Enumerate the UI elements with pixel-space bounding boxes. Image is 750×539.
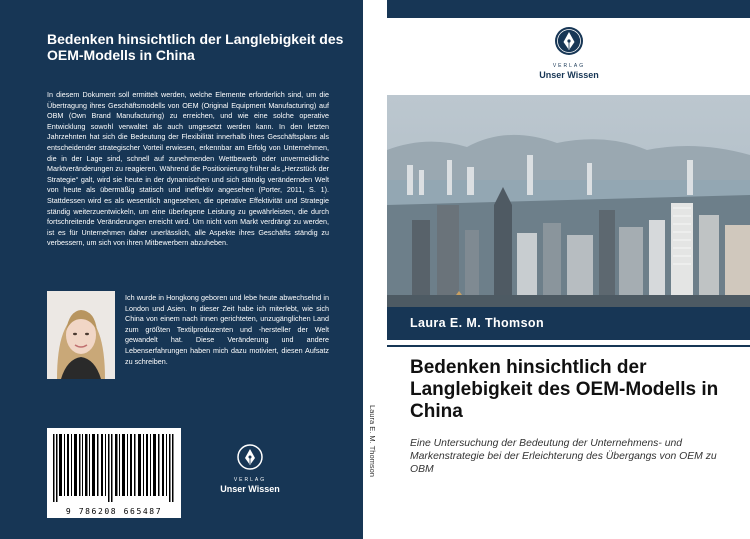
isbn-barcode xyxy=(47,428,181,518)
author-portrait-illustration xyxy=(47,291,115,379)
author-bio: Ich wurde in Hongkong geboren und lebe heute abwechselnd in London und Asien. In dieser Zeit habe ich miterlebt, wie sich China von einem nach innen gerichteten, unzugänglichen Land zum größten Textilproduzenten und -hersteller der Welt gewandelt hat. Diese Veränderung und andere Lebenserfahrungen haben mich dazu motiviert, diesen Aufsatz zu schreiben. xyxy=(125,293,329,366)
author-photo xyxy=(47,291,115,379)
barcode-bars xyxy=(53,434,175,502)
back-cover xyxy=(0,0,363,539)
spine-author: Laura E. M. Thomson xyxy=(368,405,377,477)
front-author-name: Laura E. M. Thomson xyxy=(410,316,544,330)
publisher-name: Unser Wissen xyxy=(220,484,280,494)
back-cover-description: In diesem Dokument soll ermittelt werden, welche Elemente erforderlich sind, um die Übertragung ihres Geschäftsmodells von OEM (Original Equipment Manufacturing) auf OBM (Own Brand Manufacturing) zu erreichen, und wie eine solche operative Entwicklung sowohl verwaltet als auch umgesetzt werden kann. In den letzten Jahrzehnten hat sich die Bedeutung der Flexibilität innerhalb ihres Geschäftsplans als entscheidender strategischer Vorteil erwiesen, erkennbar am Erfolg von Unternehmen, die in der Lage sind, schnell auf zunehmenden Wettbewerb oder unvermeidliche Marktveränderungen zu reagieren. Während die Positionierung früher als „Herzstück der Strategie“ galt, wird sie heute in der dynamischen und sich ständig verändernden Welt von heute als übermäßig statisch und ineffektiv angesehen (Porter, 2011, S. 1). Stattdessen wird es als wesentlich angesehen, die operative Effektivität und Strategie ständig weiterzuentwickeln, um eine überlegene Leistung zu gewährleisten, die durch fortschreitende Veränderungen erreicht wird. Um nicht vom Markt verdrängt zu werden, ist es für Unternehmen daher unerlässlich, alle Aspekte ihres Geschäfts ständig zu verbessern, um sich von ihren Mitbewerbern abzuheben. xyxy=(47,90,329,248)
publisher-name: Unser Wissen xyxy=(539,70,599,80)
front-top-bar xyxy=(387,0,750,18)
author-band xyxy=(387,307,750,340)
isbn-number: 9 786208 665487 xyxy=(65,507,163,516)
front-cover-subtitle: Eine Untersuchung der Bedeutung der Unternehmens- und Markenstrategie bei der Erleichterung des Übergangs von OEM zu OBM xyxy=(410,438,717,475)
pen-nib-icon xyxy=(554,26,584,56)
front-cover-title: Bedenken hinsichtlich der Langlebigkeit des OEM-Modells in China xyxy=(410,357,719,422)
publisher-verlag-label: VERLAG xyxy=(552,63,586,69)
back-cover-title: Bedenken hinsichtlich der Langlebigkeit des OEM-Modells in China xyxy=(47,31,344,63)
front-publisher-logo xyxy=(524,26,614,84)
skyline-illustration xyxy=(387,95,750,307)
front-cover xyxy=(387,0,750,539)
cover-city-skyline-photo xyxy=(387,95,750,307)
pen-nib-icon xyxy=(237,444,263,470)
publisher-verlag-label: VERLAG xyxy=(233,477,267,483)
title-divider xyxy=(387,345,750,347)
back-publisher-logo xyxy=(210,444,290,499)
